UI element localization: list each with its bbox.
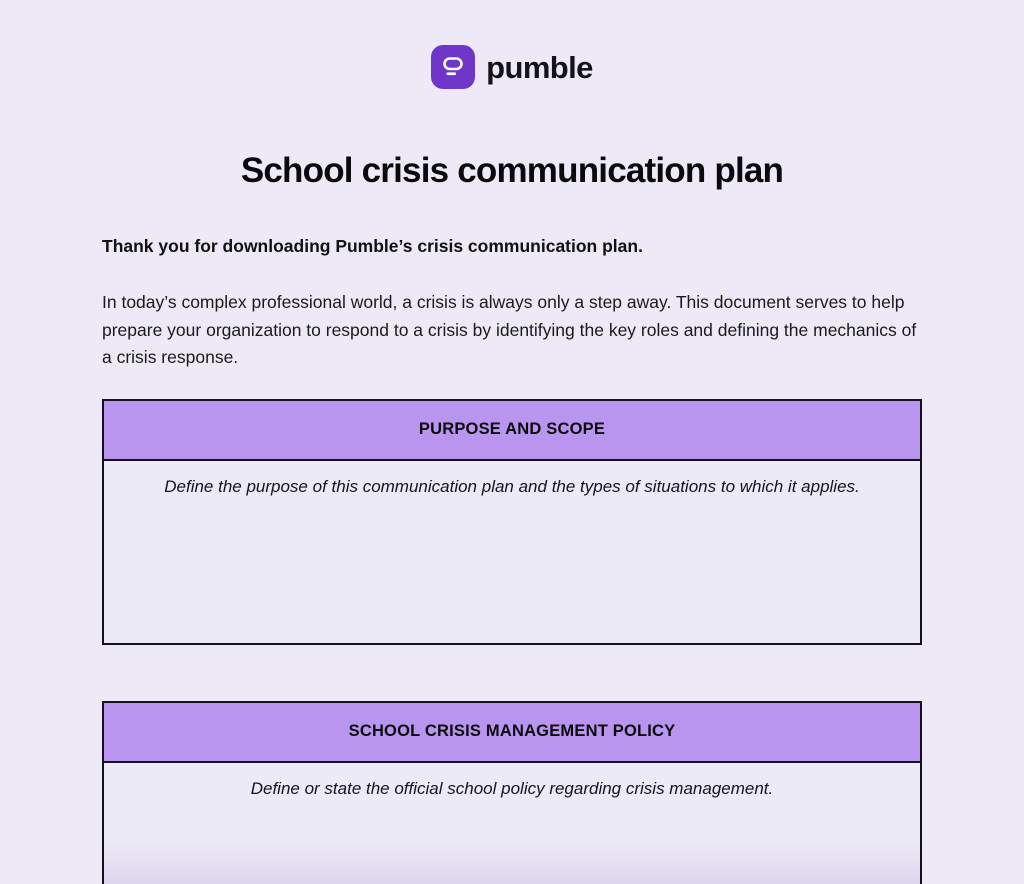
page-title: School crisis communication plan <box>240 151 784 190</box>
section-heading: SCHOOL CRISIS MANAGEMENT POLICY <box>104 703 920 763</box>
intro-paragraph: In today’s complex professional world, a crisis is always only a step away. This document serves to help prepare your organization to respond to a crisis by identifying the key roles and defining the mechanics of a crisis response. <box>102 292 917 367</box>
intro-bold-line: Thank you for downloading Pumble’s crisis communication plan. <box>102 236 643 256</box>
section-school-crisis-management-policy <box>102 701 922 884</box>
section-input-area[interactable] <box>104 461 920 643</box>
brand-wordmark: pumble <box>486 49 593 85</box>
section-purpose-and-scope <box>102 399 922 645</box>
intro-block <box>102 192 922 371</box>
section-hint: Define or state the official school policy regarding crisis management. <box>250 778 774 798</box>
pumble-speech-bubble-icon <box>431 45 475 89</box>
section-hint: Define the purpose of this communication plan and the types of situations to which it applies. <box>164 476 860 496</box>
brand-logo <box>0 0 1024 90</box>
section-input-area[interactable] <box>104 763 920 884</box>
section-heading: PURPOSE AND SCOPE <box>104 401 920 461</box>
